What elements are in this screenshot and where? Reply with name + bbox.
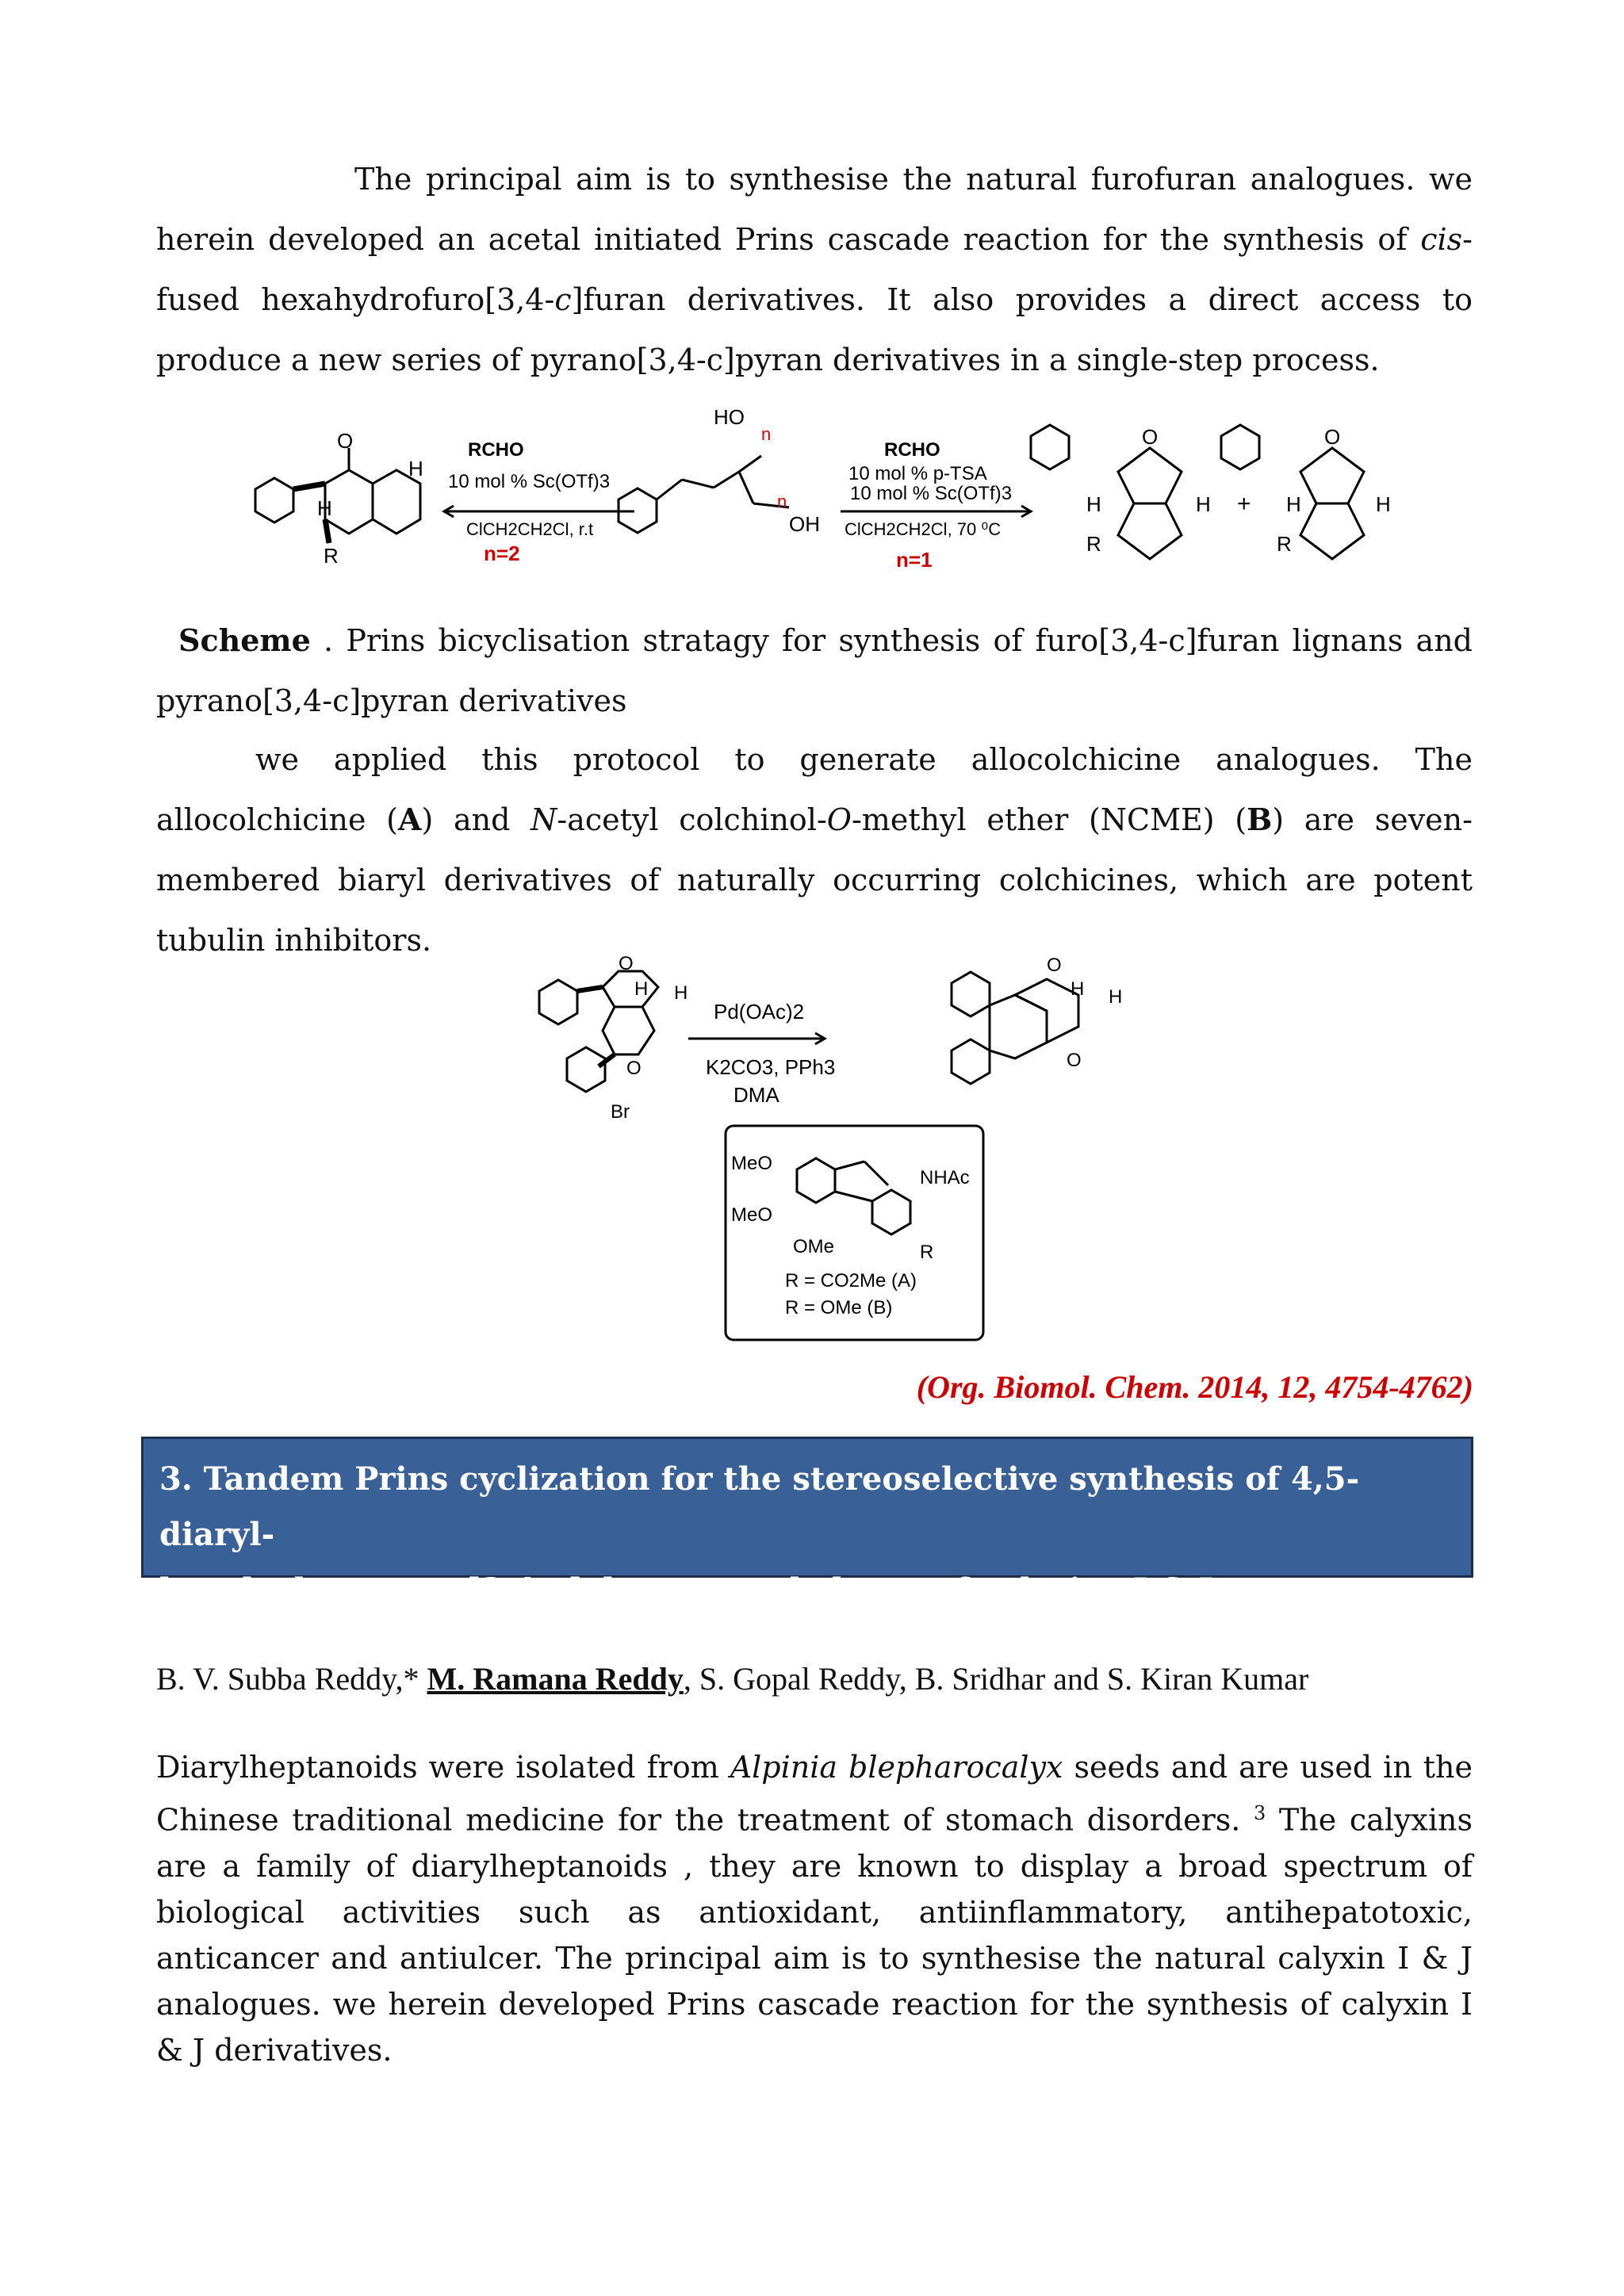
section-heading-line1: 3. Tandem Prins cyclization for the stereoselective synthesis of 4,5-diaryl-	[159, 1460, 1360, 1553]
scheme1-h2: H	[317, 496, 332, 520]
p2-t5: ) are seven- membered biaryl derivatives of naturally occurring colchicines, which are potent tubulin inhibitors.	[156, 802, 1473, 958]
s2-ome: OMe	[793, 1236, 835, 1257]
scheme1-plus: +	[1237, 491, 1251, 517]
scheme1-right-n: n=1	[896, 548, 933, 572]
scheme1-oh: OH	[789, 512, 820, 536]
p3-t3: The calyxins are a family of diarylheptanoids , they are known to display a broad spectrum of biological activities such as antioxidant, antiinflammatory, antihepatotoxic, anticancer and antiulcer. The principal aim is to synthesise the natural calyxin I & J analogues. we herein developed Prins cascade reaction for the synthesis of calyxin I & J derivatives.	[156, 1802, 1473, 2068]
scheme1-r3: R	[1277, 532, 1292, 556]
citation: (Org. Biomol. Chem. 2014, 12, 4754-4762)	[916, 1369, 1473, 1405]
scheme1-o: O	[337, 429, 354, 453]
p2-O: O	[826, 802, 852, 837]
scheme1-r: R	[324, 544, 339, 568]
allocolchicine-paragraph	[156, 729, 1473, 970]
scheme1-n1: n	[761, 424, 772, 444]
author-2: M. Ramana Reddy	[427, 1661, 684, 1697]
scheme1-right-solvent: ClCH2CH2Cl, 70 ⁰C	[845, 519, 1002, 539]
s2-rb: R = OMe (B)	[785, 1297, 893, 1318]
p3-sup: 3	[1254, 1802, 1266, 1824]
s2-reagent: Pd(OAc)2	[714, 1000, 805, 1024]
scheme-caption-label: Scheme	[178, 622, 311, 658]
scheme-caption	[156, 610, 1473, 731]
p2-t1: we applied this protocol to generate allocolchicine analogues. The allocolchicine (	[156, 742, 1473, 837]
scheme1-left-solvent: ClCH2CH2Cl, r.t	[466, 519, 594, 539]
s2-o2: O	[626, 1058, 642, 1079]
p3-t2: seeds and are used in the Chinese traditional medicine for the treatment of stomach disorders.	[156, 1750, 1473, 1838]
scheme1-left-catalyst: 10 mol % Sc(OTf)3	[448, 471, 611, 492]
scheme1-h5: H	[1286, 492, 1301, 516]
scheme-1-prins-bicyclisation	[206, 400, 1475, 595]
p3-italic: Alpinia blepharocalyx	[730, 1750, 1063, 1785]
scheme1-o3: O	[1324, 425, 1341, 449]
intro-text-3: -fused hexahydrofuro[3,4-	[156, 222, 1473, 317]
s2-h2: H	[674, 982, 688, 1004]
s2-h4: H	[1109, 986, 1123, 1008]
s2-nhac: NHAc	[920, 1167, 970, 1188]
scheme1-left-n: n=2	[484, 541, 520, 565]
scheme1-ho: HO	[714, 405, 745, 429]
s2-o1: O	[619, 953, 634, 974]
p3-t1: Diarylheptanoids were isolated from	[156, 1750, 730, 1785]
scheme1-right-cat2: 10 mol % Sc(OTf)3	[850, 483, 1013, 504]
scheme1-left-reagent: RCHO	[468, 439, 524, 461]
author-rest: , S. Gopal Reddy, B. Sridhar and S. Kiran Kumar	[683, 1661, 1309, 1697]
scheme1-r2: R	[1086, 532, 1101, 556]
s2-r: R	[920, 1242, 934, 1263]
scheme1-right-cat1: 10 mol % p-TSA	[848, 463, 987, 484]
scheme-caption-text: . Prins bicyclisation stratagy for synthesis of furo[3,4-c]furan lignans and pyrano[3,4-c]pyran derivatives	[156, 623, 1473, 718]
p2-B: B	[1247, 802, 1273, 837]
p2-t4: -methyl ether (NCME) (	[851, 802, 1247, 837]
author-1: B. V. Subba Reddy,*	[156, 1661, 419, 1697]
scheme1-o2: O	[1142, 425, 1159, 449]
section-heading-line2: hexahydropyrano[3,4-c]chromene skeleton of calyxins I & J.	[159, 1571, 1223, 1609]
s2-meo2: MeO	[731, 1204, 773, 1226]
s2-ra: R = CO2Me (A)	[785, 1270, 917, 1292]
intro-text-1: The principal aim is to synthesise the natural furofuran analogues	[354, 162, 1406, 197]
s2-meo1: MeO	[731, 1153, 773, 1174]
intro-italic-c: c	[554, 282, 572, 317]
scheme1-h4: H	[1196, 492, 1211, 516]
scheme1-n2: n	[777, 492, 787, 511]
s2-o3: O	[1047, 955, 1062, 976]
section-heading-box	[141, 1437, 1473, 1609]
s2-o4: O	[1067, 1050, 1082, 1071]
scheme1-right-reagent: RCHO	[884, 439, 940, 461]
scheme1-h: H	[408, 457, 423, 480]
p2-A: A	[397, 802, 422, 837]
intro-paragraph	[156, 149, 1473, 390]
intro-italic-cis: cis	[1420, 222, 1463, 257]
p2-t2: ) and	[421, 802, 531, 837]
s2-solvent: DMA	[733, 1083, 779, 1107]
intro-text-2: . we herein developed an acetal initiated Prins cascade reaction for the synthesis of	[156, 162, 1473, 257]
scheme1-h3: H	[1086, 492, 1101, 516]
p2-N: N	[530, 802, 557, 837]
s2-br: Br	[611, 1101, 630, 1123]
intro-text-4: ]furan derivatives. It also provides a direct access to produce a new series of pyrano[3,4-c]pyran derivatives in a single-step process.	[156, 282, 1473, 377]
s2-h1: H	[634, 978, 649, 1000]
scheme-2-pd-coupling	[523, 947, 1126, 1344]
calyxin-paragraph	[156, 1744, 1473, 2073]
scheme1-h6: H	[1376, 492, 1391, 516]
p2-t3: -acetyl colchinol-	[557, 802, 827, 837]
s2-base: K2CO3, PPh3	[706, 1055, 836, 1079]
s2-h3: H	[1071, 978, 1085, 1000]
authors-line	[156, 1660, 1308, 1697]
